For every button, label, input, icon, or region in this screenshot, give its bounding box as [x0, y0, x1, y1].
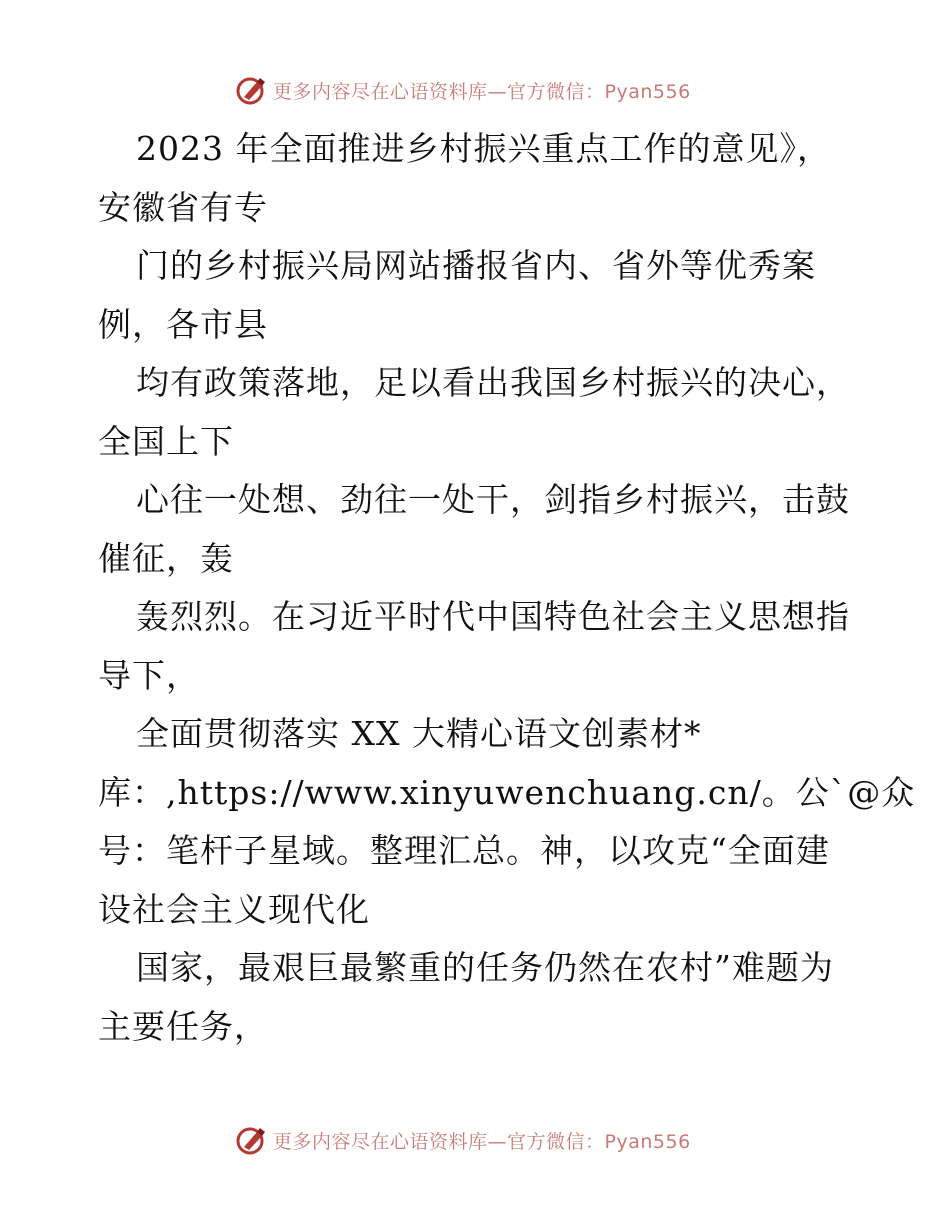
- text-line: 安徽省有专: [98, 187, 268, 227]
- text-line: 催征，轰: [98, 538, 234, 578]
- text-line: 全国上下: [98, 421, 234, 461]
- pen-logo-icon: [235, 73, 269, 107]
- text-line: 号：笔杆子星域。整理汇总。神，以攻克“全面建: [98, 831, 830, 870]
- pen-logo-icon: [235, 1123, 269, 1157]
- text-line: 2023 年全面推进乡村振兴重点工作的意见》，: [136, 129, 831, 168]
- text-line: 轰烈烈。在习近平时代中国特色社会主义思想指: [136, 597, 850, 636]
- text-line: 库：,https://www.xinyuwenchuang.cn/。公`@众: [98, 772, 916, 812]
- header-watermark: [235, 72, 691, 108]
- text-line: 心往一处想、劲往一处干，剑指乡村振兴，击鼓: [136, 480, 850, 519]
- text-line: 门的乡村振兴局网站播报省内、省外等优秀案: [136, 246, 816, 285]
- text-line: 主要任务，: [98, 1006, 268, 1046]
- document-body: [98, 120, 916, 1056]
- footer-watermark: [235, 1122, 691, 1158]
- text-line: 国家，最艰巨最繁重的任务仍然在农村”难题为: [136, 948, 834, 987]
- text-line: 例，各市县: [98, 304, 268, 344]
- text-line: 导下，: [98, 655, 200, 695]
- text-line: 设社会主义现代化: [98, 889, 370, 929]
- text-line: 全面贯彻落实 XX 大精心语文创素材*: [136, 714, 702, 753]
- footer-watermark-text: 更多内容尽在心语资料库—官方微信：Pyan556: [273, 1130, 691, 1153]
- header-watermark-text: 更多内容尽在心语资料库—官方微信：Pyan556: [273, 80, 691, 103]
- text-line: 均有政策落地，足以看出我国乡村振兴的决心，: [136, 363, 850, 402]
